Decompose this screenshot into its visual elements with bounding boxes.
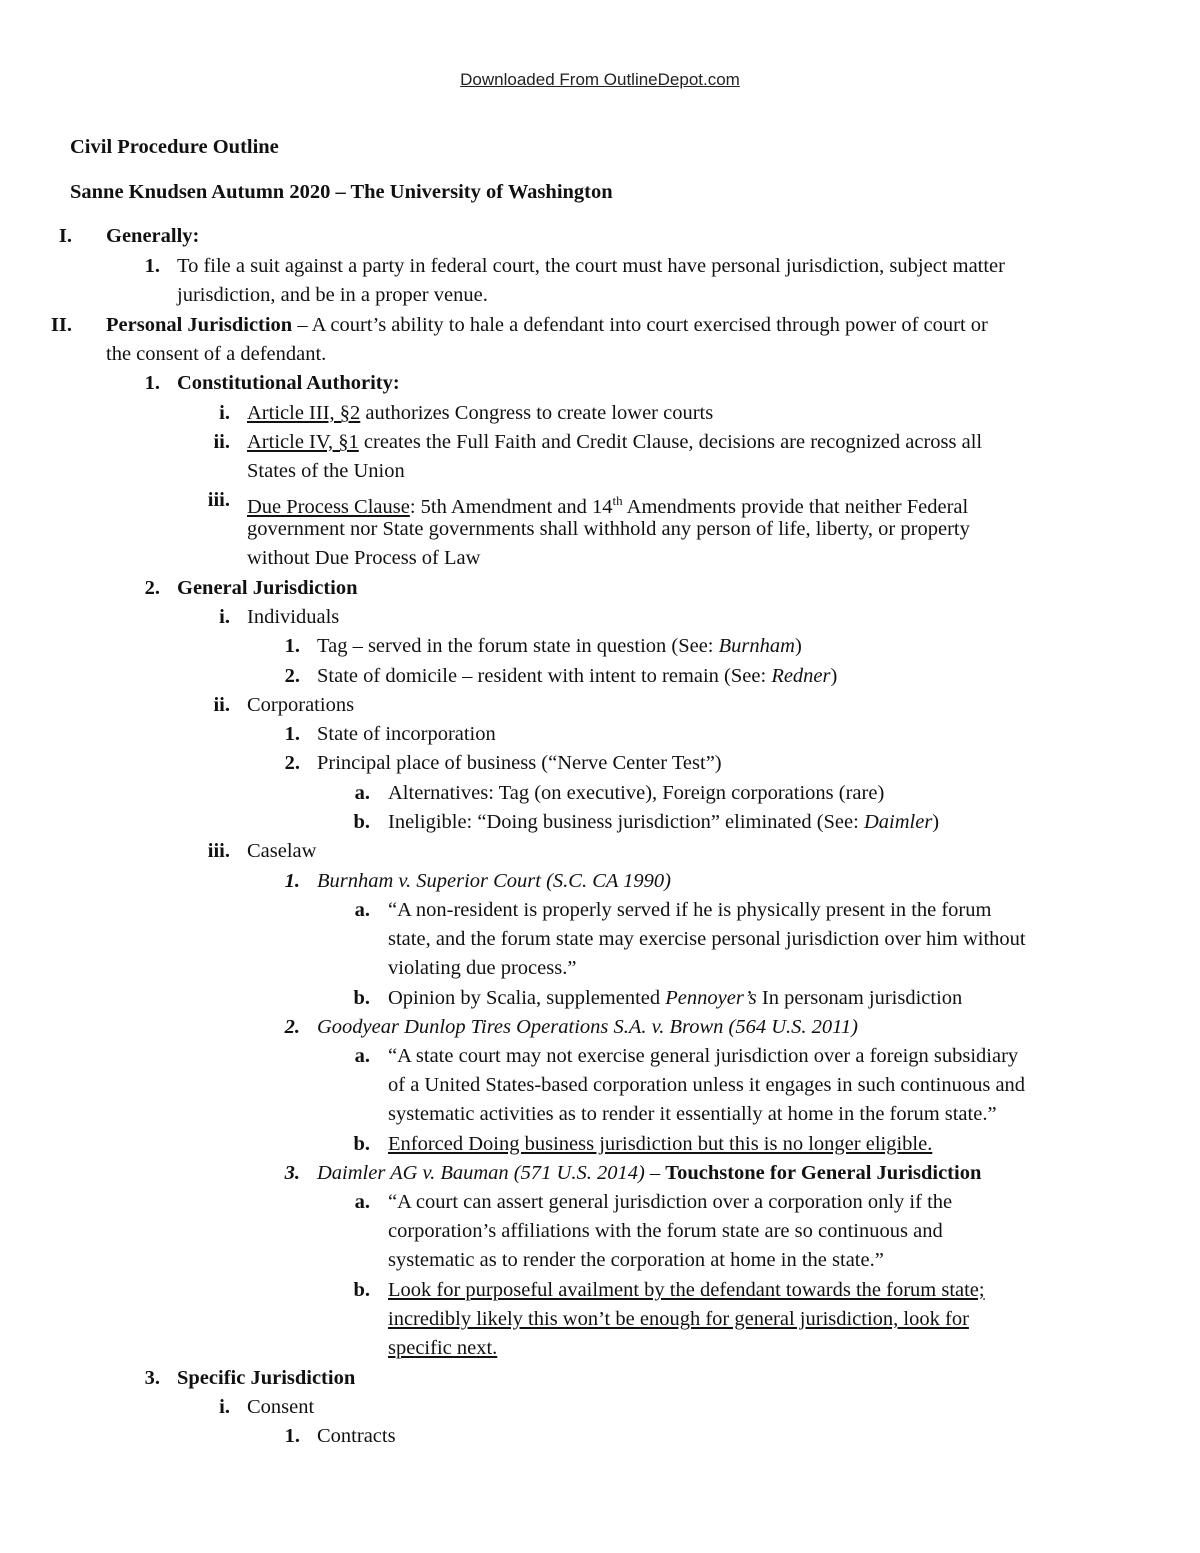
item-marker: b. [353, 811, 370, 833]
text-line: of a United States-based corporation unless it engages in such continuous and [388, 1074, 1026, 1096]
text-line: Look for purposeful availment by the defendant towards the forum state; [388, 1279, 985, 1301]
item-marker: a. [354, 782, 370, 804]
item-marker: 1. [144, 255, 160, 277]
case-name: Daimler [863, 811, 933, 833]
text-span: creates the Full Faith and Credit Clause, decisions are recognized across all [358, 431, 983, 453]
item-marker: 3. [284, 1162, 300, 1184]
text-line: systematic as to render the corporation at home in the state.” [388, 1249, 884, 1271]
text-line: jurisdiction, and be in a proper venue. [177, 284, 488, 306]
text-line: systematic activities as to render it essentially at home in the forum state.” [388, 1103, 997, 1125]
case-title: Burnham v. Superior Court (S.C. CA 1990) [317, 870, 672, 892]
text-line [247, 428, 982, 457]
text-span: Opinion by Scalia, supplemented [388, 987, 666, 1009]
item-marker: 1. [284, 723, 300, 745]
text-line: specific next. [388, 1337, 498, 1359]
text-line: without Due Process of Law [247, 547, 481, 569]
subsection-heading: Specific Jurisdiction [177, 1367, 356, 1389]
item-marker: 1. [284, 635, 300, 657]
section-marker: I. [58, 225, 72, 247]
text-span: authorizes Congress to create lower courts [360, 402, 714, 424]
text-span: : 5th Amendment and 14 [409, 495, 613, 518]
text-line: Caselaw [247, 840, 317, 862]
text-line: States of the Union [247, 460, 405, 482]
text-line [388, 984, 962, 1013]
item-marker: i. [219, 402, 230, 424]
item-marker: 2. [284, 1016, 300, 1038]
text-line [247, 399, 713, 428]
text-line: the consent of a defendant. [106, 343, 327, 365]
section-heading: Generally: [106, 225, 200, 247]
definition-text: – A court’s ability to hale a defendant into court exercised through power of court or [292, 314, 988, 336]
text-line: violating due process.” [388, 957, 577, 979]
text-span: ) [830, 665, 838, 687]
article-iv-link: Article IV, §1 [247, 431, 359, 453]
text-line: Consent [247, 1396, 315, 1418]
item-marker: 1. [284, 1425, 300, 1447]
text-span: Tag – served in the forum state in question (See: [317, 635, 719, 657]
item-marker: i. [219, 606, 230, 628]
text-line [388, 808, 939, 837]
text-line: To file a suit against a party in federal court, the court must have personal jurisdiction, subject matter [177, 255, 1005, 277]
item-marker: iii. [207, 489, 230, 511]
item-marker: 2. [144, 577, 160, 599]
text-span: Amendments provide that neither Federal [622, 495, 969, 518]
text-span: In personam jurisdiction [756, 987, 963, 1009]
download-link[interactable]: Downloaded From OutlineDepot.com [460, 70, 740, 89]
text-line: “A non-resident is properly served if he is physically present in the forum [388, 899, 992, 921]
item-marker: 3. [144, 1367, 160, 1389]
text-line [317, 662, 837, 691]
text-line: Individuals [247, 606, 340, 628]
text-line: “A court can assert general jurisdiction over a corporation only if the [388, 1191, 953, 1213]
text-span: – [644, 1162, 666, 1184]
item-marker: a. [354, 1191, 370, 1213]
section-heading-line [106, 311, 988, 340]
text-span: State of domicile – resident with intent to remain (See: [317, 665, 772, 687]
text-line: government nor State governments shall withhold any person of life, liberty, or property [247, 518, 970, 540]
item-marker: b. [353, 987, 370, 1009]
text-line: Enforced Doing business jurisdiction but this is no longer eligible. [388, 1133, 933, 1155]
case-name: Redner [771, 665, 831, 687]
item-marker: a. [354, 1045, 370, 1067]
text-span: ) [932, 811, 940, 833]
text-line: Alternatives: Tag (on executive), Foreign corporations (rare) [388, 782, 885, 804]
item-marker: 1. [144, 372, 160, 394]
document-subtitle: Sanne Knudsen Autumn 2020 – The University of Washington [70, 181, 613, 203]
item-marker: i. [219, 1396, 230, 1418]
text-line: State of incorporation [317, 723, 496, 745]
superscript: th [612, 493, 623, 508]
section-marker: II. [50, 314, 72, 336]
case-name: Burnham [718, 635, 795, 657]
subsection-heading: General Jurisdiction [177, 577, 358, 599]
section-heading: Personal Jurisdiction [106, 314, 293, 336]
text-span: ) [794, 635, 802, 657]
item-marker: 2. [284, 665, 300, 687]
item-marker: 1. [284, 870, 300, 892]
case-title-line [317, 1159, 981, 1188]
text-line: incredibly likely this won’t be enough for general jurisdiction, look for [388, 1308, 969, 1330]
item-marker: ii. [213, 431, 230, 453]
article-iii-link: Article III, §2 [247, 402, 361, 424]
text-line: Principal place of business (“Nerve Center Test”) [317, 752, 722, 774]
item-marker: a. [354, 899, 370, 921]
item-marker: iii. [207, 840, 230, 862]
text-line: corporation’s affiliations with the forum state are so continuous and [388, 1220, 943, 1242]
text-line: Corporations [247, 694, 355, 716]
item-marker: b. [353, 1133, 370, 1155]
touchstone-label: Touchstone for General Jurisdiction [665, 1162, 982, 1184]
text-line: state, and the forum state may exercise personal jurisdiction over him without [388, 928, 1026, 950]
text-span: Ineligible: “Doing business jurisdiction” eliminated (See: [388, 811, 864, 833]
due-process-link: Due Process Clause [247, 495, 410, 518]
case-title: Daimler AG v. Bauman (571 U.S. 2014) [317, 1162, 645, 1184]
text-line: Contracts [317, 1425, 396, 1447]
case-title: Goodyear Dunlop Tires Operations S.A. v. Brown (564 U.S. 2011) [317, 1016, 858, 1038]
case-name: Pennoyer’s [665, 987, 757, 1009]
item-marker: ii. [213, 694, 230, 716]
item-marker: b. [353, 1279, 370, 1301]
document-title: Civil Procedure Outline [70, 136, 279, 158]
text-line [317, 632, 802, 661]
text-line: “A state court may not exercise general jurisdiction over a foreign subsidiary [388, 1045, 1019, 1067]
item-marker: 2. [284, 752, 300, 774]
subsection-heading: Constitutional Authority: [177, 372, 400, 394]
